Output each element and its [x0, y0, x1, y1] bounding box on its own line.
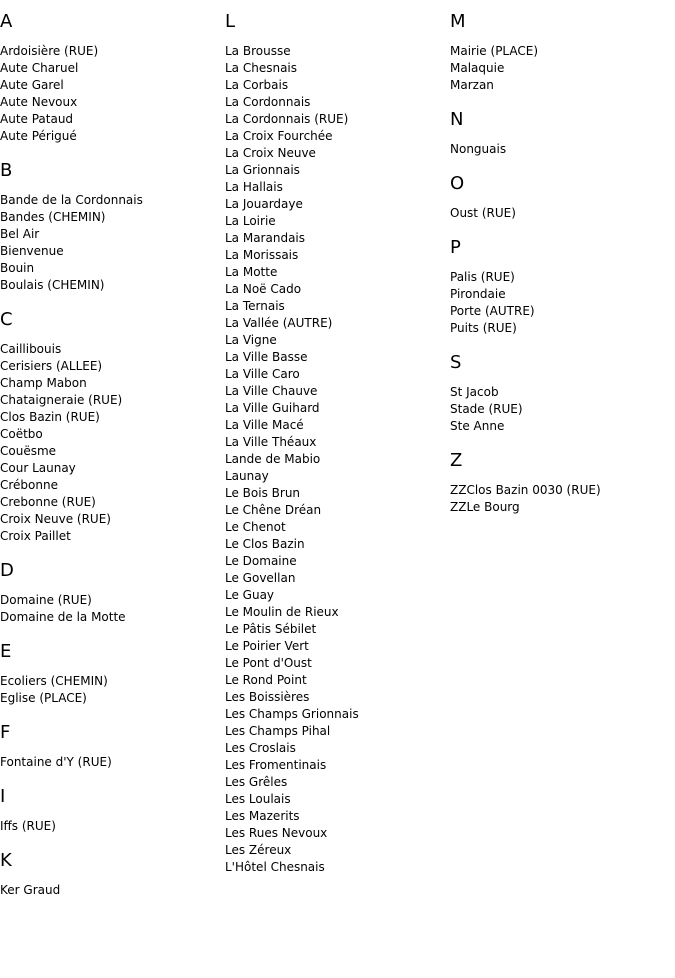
- street-item: [225, 332, 445, 349]
- street-item: [450, 303, 670, 320]
- street-item: [225, 298, 445, 315]
- street-link[interactable]: Coëtbo: [0, 427, 43, 441]
- street-link[interactable]: Ste Anne: [450, 419, 505, 433]
- street-item: [225, 502, 445, 519]
- street-item: [225, 757, 445, 774]
- street-link[interactable]: Chataigneraie (RUE): [0, 393, 123, 407]
- street-item: [450, 43, 670, 60]
- street-item: [225, 434, 445, 451]
- street-item: [450, 418, 670, 435]
- street-link[interactable]: Ker Graud: [0, 883, 61, 897]
- street-link[interactable]: Lande de Mabio: [225, 452, 321, 466]
- street-link[interactable]: Aute Pataud: [0, 112, 74, 126]
- street-item: [225, 672, 445, 689]
- street-link[interactable]: La Ville Basse: [225, 350, 308, 364]
- street-item: [225, 145, 445, 162]
- street-item: [0, 341, 220, 358]
- street-link[interactable]: Bande de la Cordonnais: [0, 193, 143, 207]
- letter-heading: N: [450, 109, 464, 130]
- street-item: [0, 111, 220, 128]
- street-link[interactable]: Couësme: [0, 444, 57, 458]
- street-link[interactable]: Clos Bazin (RUE): [0, 410, 100, 424]
- street-link[interactable]: Le Moulin de Rieux: [225, 605, 339, 619]
- street-item: [450, 482, 670, 499]
- street-item: [225, 519, 445, 536]
- street-link[interactable]: La Morissais: [225, 248, 299, 262]
- street-item: [225, 553, 445, 570]
- street-link[interactable]: La Cordonnais: [225, 95, 311, 109]
- street-link[interactable]: La Jouardaye: [225, 197, 303, 211]
- street-link[interactable]: Le Poirier Vert: [225, 639, 309, 653]
- street-link[interactable]: Aute Garel: [0, 78, 64, 92]
- street-item: [225, 94, 445, 111]
- street-item: [225, 808, 445, 825]
- street-link[interactable]: La Brousse: [225, 44, 291, 58]
- street-item: [0, 477, 220, 494]
- street-link[interactable]: Le Pâtis Sébilet: [225, 622, 317, 636]
- street-link[interactable]: Stade (RUE): [450, 402, 523, 416]
- street-item: [0, 426, 220, 443]
- street-item: [225, 128, 445, 145]
- street-item: [0, 209, 220, 226]
- street-item: [225, 77, 445, 94]
- street-link[interactable]: La Ville Théaux: [225, 435, 317, 449]
- street-link[interactable]: Bel Air: [0, 227, 40, 241]
- letter-section: [450, 353, 670, 435]
- street-link[interactable]: La Vallée (AUTRE): [225, 316, 333, 330]
- street-item: [225, 791, 445, 808]
- street-link[interactable]: ZZLe Bourg: [450, 500, 520, 514]
- street-link[interactable]: Mairie (PLACE): [450, 44, 539, 58]
- street-item: [0, 818, 220, 835]
- letter-section: [0, 787, 220, 835]
- street-item: [450, 320, 670, 337]
- street-link[interactable]: St Jacob: [450, 385, 499, 399]
- street-item: [225, 842, 445, 859]
- street-link[interactable]: La Motte: [225, 265, 278, 279]
- street-link[interactable]: Le Chêne Dréan: [225, 503, 322, 517]
- street-item: [225, 451, 445, 468]
- letter-heading: F: [0, 722, 11, 743]
- street-item: [225, 723, 445, 740]
- street-item: [225, 247, 445, 264]
- street-item: [225, 230, 445, 247]
- street-link[interactable]: Oust (RUE): [450, 206, 516, 220]
- letter-heading: O: [450, 173, 465, 194]
- street-item: [0, 94, 220, 111]
- street-link[interactable]: La Ville Chauve: [225, 384, 318, 398]
- street-link[interactable]: Le Bois Brun: [225, 486, 301, 500]
- street-link[interactable]: Boulais (CHEMIN): [0, 278, 105, 292]
- letter-heading: E: [0, 641, 12, 662]
- letter-section: [450, 12, 670, 94]
- street-item: [450, 499, 670, 516]
- street-link[interactable]: La Ville Caro: [225, 367, 300, 381]
- street-link[interactable]: Crebonne (RUE): [0, 495, 96, 509]
- letter-section: [0, 310, 220, 545]
- street-item: [0, 409, 220, 426]
- street-item: [225, 60, 445, 77]
- letter-section: [450, 451, 670, 516]
- letter-heading: I: [0, 786, 6, 807]
- street-item: [225, 587, 445, 604]
- column-3: [450, 12, 670, 532]
- street-item: [0, 511, 220, 528]
- street-item: [450, 141, 670, 158]
- street-link[interactable]: Le Pont d'Oust: [225, 656, 312, 670]
- street-link[interactable]: Marzan: [450, 78, 494, 92]
- street-link[interactable]: Launay: [225, 469, 269, 483]
- street-item: [225, 604, 445, 621]
- street-item: [0, 128, 220, 145]
- street-link[interactable]: Les Champs Grionnais: [225, 707, 359, 721]
- street-link[interactable]: Les Fromentinais: [225, 758, 327, 772]
- street-item: [225, 366, 445, 383]
- letter-section: [0, 851, 220, 899]
- street-link[interactable]: La Ville Guihard: [225, 401, 320, 415]
- letter-section: [0, 161, 220, 294]
- street-link[interactable]: Le Domaine: [225, 554, 297, 568]
- street-link[interactable]: La Ternais: [225, 299, 285, 313]
- column-1: [0, 12, 220, 915]
- street-item: [0, 277, 220, 294]
- street-link[interactable]: La Marandais: [225, 231, 306, 245]
- street-item: [225, 315, 445, 332]
- street-item: [225, 111, 445, 128]
- street-item: [225, 162, 445, 179]
- street-item: [0, 609, 220, 626]
- street-item: [225, 689, 445, 706]
- street-item: [225, 43, 445, 60]
- street-item: [225, 706, 445, 723]
- street-link[interactable]: Domaine (RUE): [0, 593, 92, 607]
- street-link[interactable]: Les Grêles: [225, 775, 288, 789]
- street-item: [225, 536, 445, 553]
- letter-heading: Z: [450, 450, 463, 471]
- letter-heading: C: [0, 309, 13, 330]
- street-link[interactable]: Eglise (PLACE): [0, 691, 87, 705]
- street-link[interactable]: La Croix Neuve: [225, 146, 316, 160]
- letter-heading: S: [450, 352, 462, 373]
- street-item: [225, 485, 445, 502]
- street-link[interactable]: Le Rond Point: [225, 673, 307, 687]
- street-item: [225, 638, 445, 655]
- street-item: [225, 774, 445, 791]
- street-link[interactable]: Les Zéreux: [225, 843, 292, 857]
- street-link[interactable]: Croix Neuve (RUE): [0, 512, 111, 526]
- street-item: [0, 375, 220, 392]
- street-item: [225, 281, 445, 298]
- street-link[interactable]: Cour Launay: [0, 461, 76, 475]
- street-item: [0, 192, 220, 209]
- street-item: [0, 77, 220, 94]
- street-link[interactable]: Ardoisière (RUE): [0, 44, 99, 58]
- column-2: [225, 12, 445, 892]
- street-item: [225, 740, 445, 757]
- street-link[interactable]: Porte (AUTRE): [450, 304, 535, 318]
- street-link[interactable]: La Noë Cado: [225, 282, 302, 296]
- street-item: [225, 383, 445, 400]
- street-link[interactable]: Cerisiers (ALLEE): [0, 359, 103, 373]
- street-link[interactable]: La Corbais: [225, 78, 289, 92]
- letter-section: [0, 723, 220, 771]
- letter-section: [0, 12, 220, 145]
- street-item: [0, 358, 220, 375]
- letter-section: [225, 12, 445, 876]
- street-link[interactable]: Les Rues Nevoux: [225, 826, 328, 840]
- street-link[interactable]: Le Govellan: [225, 571, 296, 585]
- street-link[interactable]: La Cordonnais (RUE): [225, 112, 349, 126]
- letter-heading: B: [0, 160, 13, 181]
- street-link[interactable]: Palis (RUE): [450, 270, 515, 284]
- street-item: [0, 392, 220, 409]
- street-item: [0, 673, 220, 690]
- street-item: [0, 460, 220, 477]
- street-link[interactable]: Aute Nevoux: [0, 95, 78, 109]
- street-item: [450, 269, 670, 286]
- street-link[interactable]: Pirondaie: [450, 287, 506, 301]
- street-item: [450, 205, 670, 222]
- letter-heading: K: [0, 850, 12, 871]
- street-item: [225, 349, 445, 366]
- street-link[interactable]: Les Champs Pihal: [225, 724, 331, 738]
- street-link[interactable]: Puits (RUE): [450, 321, 517, 335]
- street-link[interactable]: Les Mazerits: [225, 809, 300, 823]
- street-link[interactable]: La Loirie: [225, 214, 276, 228]
- street-item: [225, 825, 445, 842]
- street-item: [225, 621, 445, 638]
- street-item: [0, 260, 220, 277]
- street-link[interactable]: Malaquie: [450, 61, 505, 75]
- street-link[interactable]: Champ Mabon: [0, 376, 87, 390]
- street-link[interactable]: La Chesnais: [225, 61, 298, 75]
- street-item: [450, 401, 670, 418]
- letter-section: [450, 174, 670, 222]
- street-link[interactable]: Bouin: [0, 261, 35, 275]
- street-item: [0, 592, 220, 609]
- street-item: [0, 882, 220, 899]
- street-link[interactable]: Domaine de la Motte: [0, 610, 126, 624]
- letter-heading: A: [0, 11, 13, 32]
- street-item: [450, 286, 670, 303]
- street-item: [0, 690, 220, 707]
- street-link[interactable]: Les Loulais: [225, 792, 291, 806]
- street-item: [0, 243, 220, 260]
- street-link[interactable]: Aute Charuel: [0, 61, 79, 75]
- letter-section: [0, 561, 220, 626]
- street-item: [450, 384, 670, 401]
- street-item: [225, 570, 445, 587]
- street-item: [0, 43, 220, 60]
- street-item: [0, 443, 220, 460]
- street-item: [225, 213, 445, 230]
- street-link[interactable]: La Croix Fourchée: [225, 129, 333, 143]
- street-link[interactable]: Le Guay: [225, 588, 275, 602]
- street-item: [0, 226, 220, 243]
- street-link[interactable]: Les Boissières: [225, 690, 310, 704]
- street-link[interactable]: Nonguais: [450, 142, 507, 156]
- street-link[interactable]: Ecoliers (CHEMIN): [0, 674, 108, 688]
- letter-heading: P: [450, 237, 461, 258]
- street-link[interactable]: La Vigne: [225, 333, 277, 347]
- street-link[interactable]: Fontaine d'Y (RUE): [0, 755, 112, 769]
- street-item: [225, 468, 445, 485]
- street-item: [225, 264, 445, 281]
- street-link[interactable]: Aute Périgué: [0, 129, 77, 143]
- street-item: [0, 494, 220, 511]
- street-link[interactable]: La Hallais: [225, 180, 283, 194]
- street-link[interactable]: Bienvenue: [0, 244, 64, 258]
- street-link[interactable]: Croix Paillet: [0, 529, 71, 543]
- street-item: [450, 60, 670, 77]
- street-link[interactable]: L'Hôtel Chesnais: [225, 860, 325, 874]
- street-link[interactable]: Le Clos Bazin: [225, 537, 305, 551]
- street-link[interactable]: Crébonne: [0, 478, 58, 492]
- street-item: [225, 859, 445, 876]
- street-link[interactable]: La Ville Macé: [225, 418, 304, 432]
- letter-section: [450, 110, 670, 158]
- street-item: [0, 60, 220, 77]
- street-item: [225, 417, 445, 434]
- letter-heading: D: [0, 560, 14, 581]
- street-link[interactable]: Les Croslais: [225, 741, 296, 755]
- letter-heading: L: [225, 11, 236, 32]
- street-item: [0, 754, 220, 771]
- street-link[interactable]: Caillibouis: [0, 342, 62, 356]
- street-link[interactable]: Iffs (RUE): [0, 819, 56, 833]
- street-item: [225, 179, 445, 196]
- street-link[interactable]: La Grionnais: [225, 163, 300, 177]
- letter-section: [0, 642, 220, 707]
- street-item: [225, 196, 445, 213]
- street-link[interactable]: Le Chenot: [225, 520, 286, 534]
- street-item: [225, 400, 445, 417]
- street-item: [225, 655, 445, 672]
- street-item: [0, 528, 220, 545]
- street-item: [450, 77, 670, 94]
- street-link[interactable]: Bandes (CHEMIN): [0, 210, 106, 224]
- street-link[interactable]: ZZClos Bazin 0030 (RUE): [450, 483, 601, 497]
- letter-section: [450, 238, 670, 337]
- letter-heading: M: [450, 11, 466, 32]
